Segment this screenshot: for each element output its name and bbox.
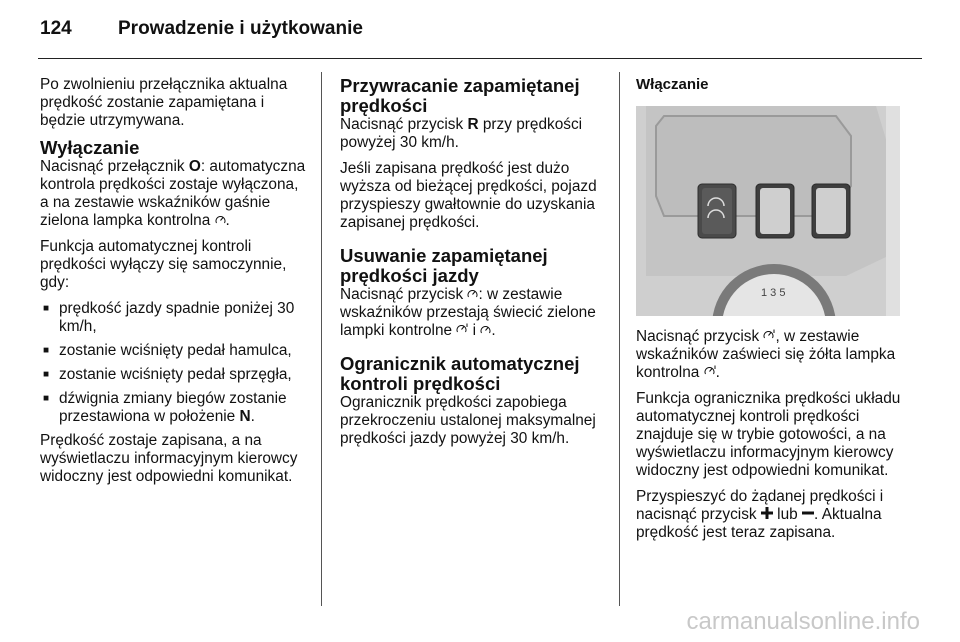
heading-limiter: Ogranicznik automatycznej kontroli prędkości [340,353,580,394]
plus-icon [761,506,773,524]
off-paragraph [40,158,310,230]
restore-more-paragraph: Jeśli zapisana prędkość jest dużo wyższa od bieżącej prędkości, pojazd przyspieszy gwałtownie do uzyskania zapisanej prędkości. [340,160,597,231]
text: . [491,322,496,339]
column-2 [340,76,606,456]
heading-restore: Przywracanie zapamiętanej prędkości [340,75,580,116]
text: . [715,364,720,381]
press-paragraph [636,328,916,382]
delete-paragraph [340,286,606,340]
speed-limiter-icon [763,328,775,346]
text: i [472,322,477,339]
heading-off: Wyłączanie [40,137,140,158]
header-rule [38,58,922,59]
heading-delete: Usuwanie zapamiętanej prędkości jazdy [340,245,548,286]
svg-text:1 3 5: 1 3 5 [761,287,786,299]
dashboard-switch-photo [636,106,900,316]
r-button-symbol: R [467,116,479,133]
watermark: carmanualsonline.info [686,608,920,635]
text: Nacisnąć przycisk [636,328,760,345]
speed-limiter-icon [704,364,716,382]
cruise-control-icon [467,286,478,304]
speed-limiter-icon [456,322,468,340]
text: , w zestawie wskaźników zaświeci się żółta lampka kontrolna [636,328,896,381]
page-title: Prowadzenie i użytkowanie [118,18,363,39]
column-divider [321,72,322,606]
cruise-control-icon [480,322,491,340]
page-number: 124 [40,18,72,39]
accel-paragraph [636,488,916,542]
list-item: ■ zostanie wciśnięty pedał hamulca, [40,342,310,360]
list-item [40,390,310,426]
text: : automatyczna kontrola prędkości zostaje wyłączona, a na zestawie wskaźników gaśnie zielona lampka kontrolna [40,158,306,229]
cruise-control-icon [215,212,226,230]
text: Nacisnąć przycisk [340,286,464,303]
ready-paragraph: Funkcja ogranicznika prędkości układu automatycznej kontroli prędkości znajduje się w trybie gotowości, a na wyświetlaczu informacyjnym kierowcy widoczny jest odpowiedni komunikat. [636,390,901,479]
restore-paragraph [340,116,606,152]
list-item: ■ zostanie wciśnięty pedał sprzęgła, [40,366,310,384]
limiter-paragraph: Ogranicznik prędkości zapobiega przekroczeniu ustalonej maksymalnej prędkości jazdy powyżej 30 km/h. [340,394,596,447]
text: . [225,212,230,229]
gear-n-symbol: N [239,408,251,425]
saved-paragraph: Prędkość zostaje zapisana, a na wyświetlaczu informacyjnym kierowcy widoczny jest odpowiedni komunikat. [40,432,298,485]
intro-paragraph: Po zwolnieniu przełącznika aktualna prędkość zostanie zapamiętana i będzie utrzymywana. [40,76,288,129]
switch-o-symbol: O [188,158,201,175]
text: . [250,408,255,425]
page-header [40,18,363,48]
conditions-list [40,300,310,426]
text: Przyspieszyć do żądanej prędkości i nacisnąć przycisk [636,488,884,523]
column-3 [636,76,916,550]
heading-on: Włączanie [636,76,709,93]
text: Nacisnąć przełącznik [40,158,185,175]
column-1 [40,76,310,494]
text: przy prędkości powyżej 30 km/h. [340,116,583,151]
text: Nacisnąć przycisk [340,116,464,133]
text: dźwignia zmiany biegów zostanie przestawiona w położenie [59,390,287,425]
text: lub [777,506,798,523]
text: : w zestawie wskaźników przestają świecić zielone lampki kontrolne [340,286,596,339]
list-item: ■ prędkość jazdy spadnie poniżej 30 km/h, [40,300,310,336]
auto-off-paragraph: Funkcja automatycznej kontroli prędkości wyłączy się samoczynnie, gdy: [40,238,287,291]
column-divider [619,72,620,606]
text: . Aktualna prędkość jest teraz zapisana. [636,506,882,541]
minus-icon [802,506,814,524]
